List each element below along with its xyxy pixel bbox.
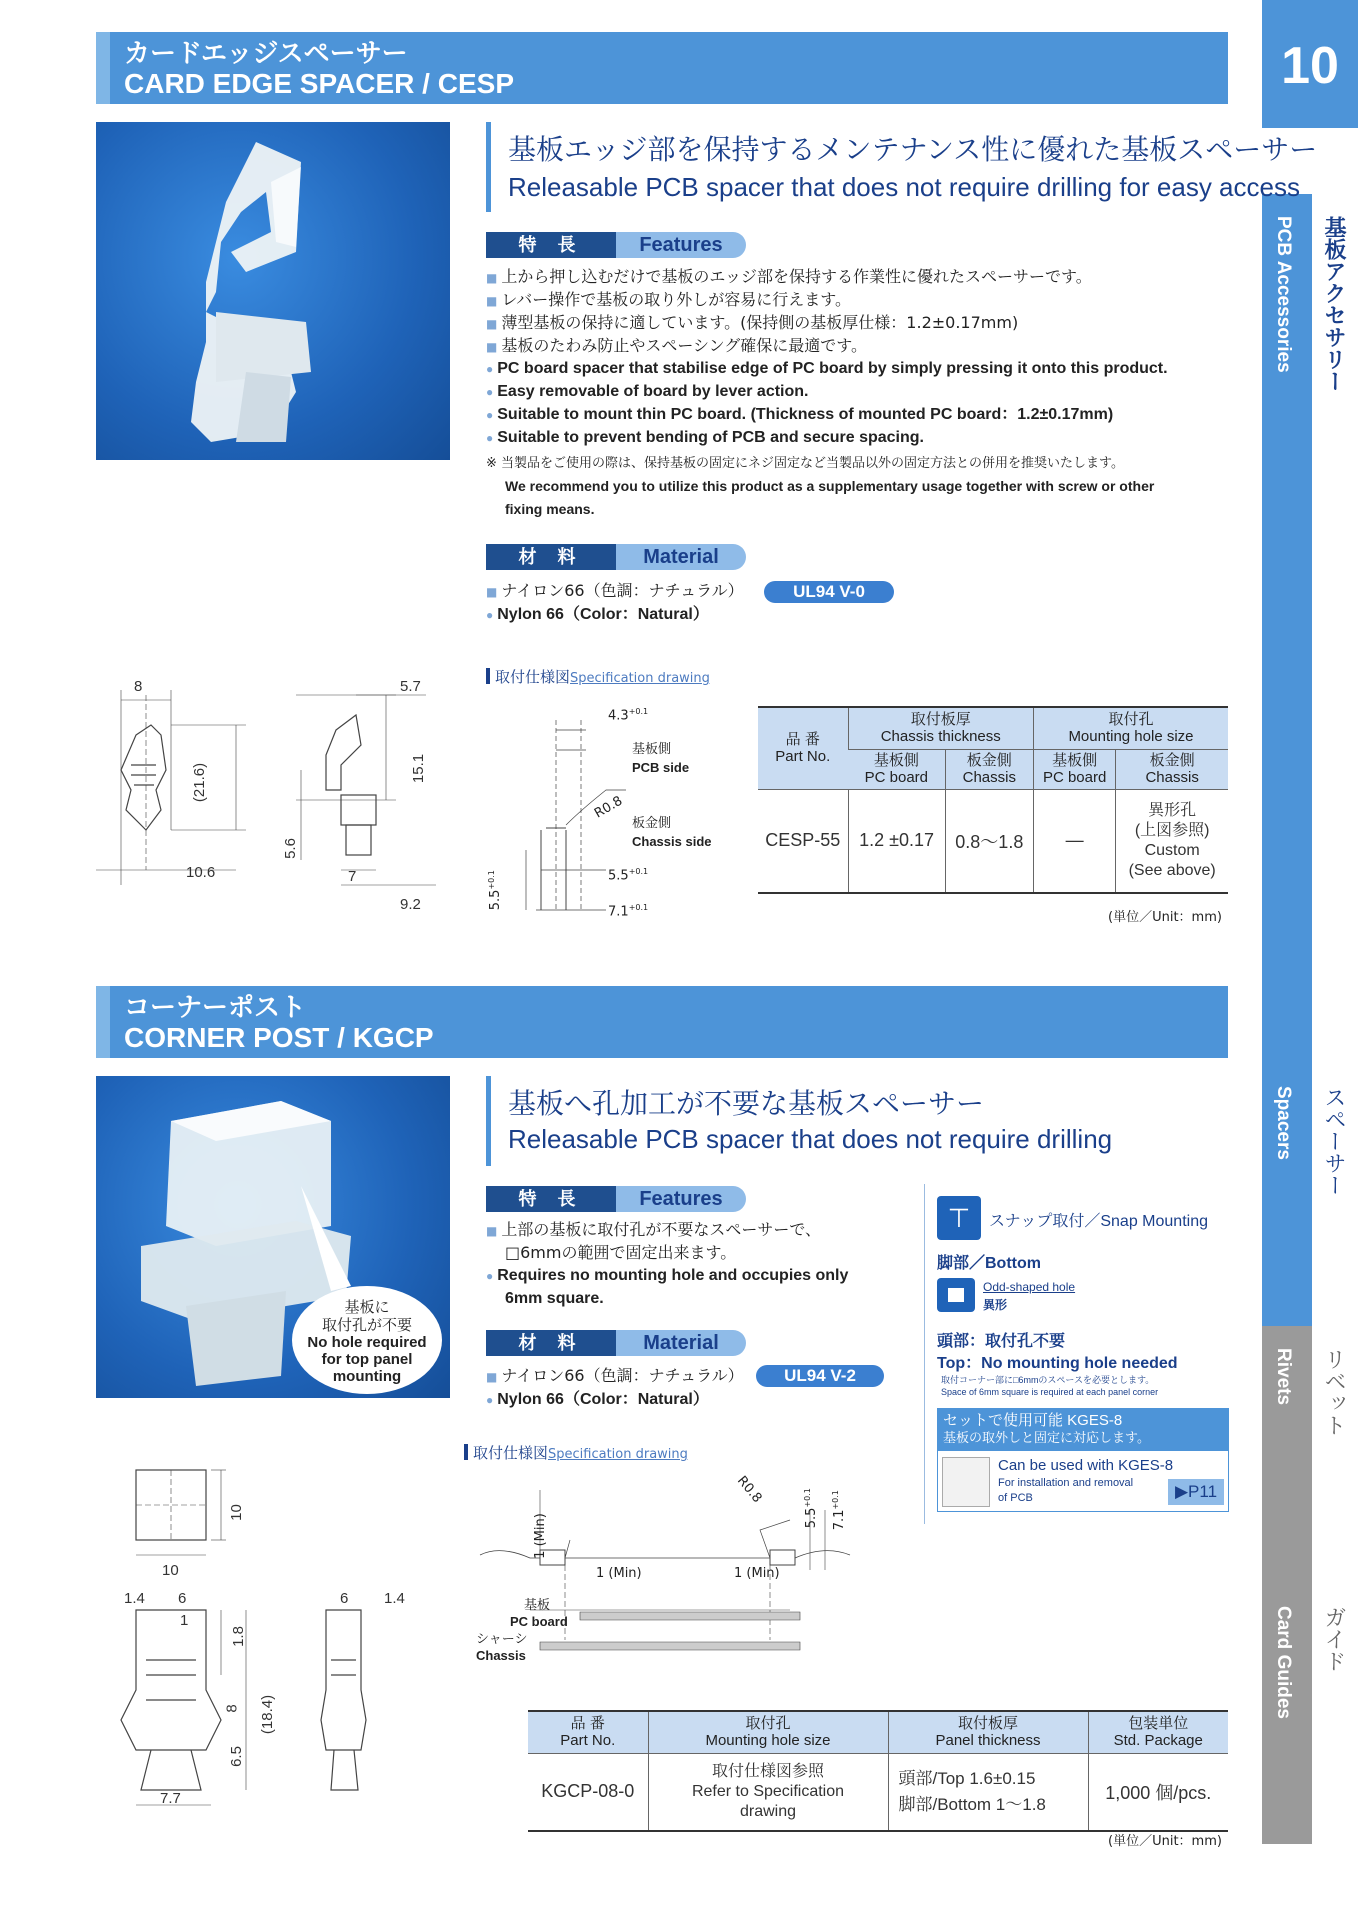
cesp-feature-en-4: ● Suitable to prevent bending of PCB and secure spacing.	[486, 427, 924, 449]
cesp-draw-5-5-vert: $5.5^{+0.1}$	[486, 870, 504, 911]
set-jp-2: 基板の取外しと固定に対応します。	[943, 1430, 1150, 1445]
cesp-feature-en-3: ● Suitable to mount thin PC board. (Thickness of mounted PC board：1.2±0.17mm)	[486, 404, 1113, 426]
kgcp-dim-1: 1	[180, 1612, 189, 1629]
side-tab-guides-jp: ガイド	[1321, 1606, 1346, 1672]
cesp-dim-5-7: 5.7	[400, 678, 421, 695]
cesp-spec-drawing-label: 取付仕様図Specification drawing	[486, 666, 710, 687]
cesp-dim-9-2: 9.2	[400, 896, 421, 913]
cesp-feature-jp-4: ■ 基板のたわみ防止やスペーシング確保に最適です。	[486, 335, 867, 358]
set-en-2: For installation and removal	[998, 1477, 1134, 1489]
cesp-draw-5-5: $5.5^{+0.1}$	[608, 867, 649, 884]
cesp-feature-jp-1: ■ 上から押し込むだけで基板のエッジ部を保持する作業性に優れたスペーサーです。	[486, 266, 1092, 289]
kgcp-draw-chassis-jp: シャーシ	[476, 1632, 528, 1647]
kgcp-draw-1min-a: 1 (Min)	[596, 1566, 642, 1581]
kges-set-detail	[937, 1450, 1229, 1512]
cesp-features-jp-label: 特 長	[486, 232, 616, 258]
side-tab-pcb-en: PCB Accessories	[1273, 216, 1294, 373]
kgcp-dim-1-8: 1.8	[229, 1626, 247, 1647]
kgcp-draw-pcb-jp: 基板	[524, 1598, 551, 1613]
kgcp-material-jp-label: 材 料	[486, 1330, 616, 1356]
cesp-feature-jp-2: ■ レバー操作で基板の取り外しが容易に行えます。	[486, 289, 851, 312]
set-en-3: of PCB	[998, 1492, 1033, 1504]
kgcp-th-package: 包装単位 Std. Package	[1088, 1711, 1228, 1753]
kgcp-dim-7-7: 7.7	[160, 1790, 181, 1807]
cesp-material-jp-label: 材 料	[486, 544, 616, 570]
snap-odd-en: Odd-shaped hole	[983, 1280, 1076, 1294]
kgcp-spec-drawing-label: 取付仕様図Specification drawing	[464, 1442, 688, 1463]
cesp-draw-4-3: $4.3^{+0.1}$	[608, 707, 649, 724]
side-tab-pcb-accessories[interactable]	[1262, 194, 1358, 1074]
set-en-1: Can be used with KGES-8	[998, 1457, 1174, 1474]
kgcp-material-en-label: Material	[616, 1330, 746, 1356]
cesp-material-label	[486, 544, 746, 570]
cesp-dim-8: 8	[134, 678, 143, 695]
kgcp-th-hole: 取付孔 Mounting hole size	[648, 1711, 888, 1753]
kges-set-banner	[937, 1408, 1229, 1450]
snap-title: スナップ取付／Snap Mounting	[989, 1213, 1208, 1230]
cesp-note-en-2: fixing means.	[505, 501, 595, 517]
cesp-feature-en-2: ● Easy removable of board by lever action.	[486, 381, 808, 403]
cesp-headline-jp: 基板エッジ部を保持するメンテナンス性に優れた基板スペーサー	[508, 133, 1318, 166]
cesp-note-jp: ※ 当製品をご使用の際は、保持基板の固定にネジ固定など当製品以外の固定方法との併用を推奨いたします。	[486, 456, 1124, 471]
cesp-chassis-thickness: 0.8～1.8	[945, 789, 1033, 893]
kgcp-unit: (単位／Unit：mm)	[1108, 1834, 1222, 1849]
cesp-material-en: ● Nylon 66（Color：Natural）	[486, 604, 709, 626]
kgcp-draw-chassis-en: Chassis	[476, 1648, 526, 1663]
snap-mount-icon: ⊤	[937, 1196, 981, 1240]
cesp-features-label	[486, 232, 746, 258]
side-tab-card-guides[interactable]	[1262, 1584, 1358, 1844]
cesp-dim-7: 7	[348, 868, 357, 885]
kgcp-th-part: 品 番 Part No.	[528, 1711, 648, 1753]
kgcp-material-jp: ■ ナイロン66（色調：ナチュラル）	[486, 1365, 744, 1388]
kgcp-callout-jp-1: 基板に	[344, 1298, 390, 1316]
kgcp-callout-en-1: No hole required	[307, 1334, 427, 1351]
kgcp-dim-6-5: 6.5	[227, 1746, 245, 1767]
cesp-headline-bar	[486, 122, 491, 212]
cesp-ul-badge: UL94 V-0	[764, 581, 894, 603]
kgcp-material-label	[486, 1330, 746, 1356]
cesp-material-en-label: Material	[616, 544, 746, 570]
cesp-th-chassis-hole: 板金側 Chassis	[1116, 749, 1228, 789]
cesp-product-photo	[96, 122, 450, 460]
side-tab-guides-en: Card Guides	[1273, 1606, 1294, 1719]
cesp-unit: (単位／Unit：mm)	[1108, 910, 1222, 925]
kgcp-headline-en: Releasable PCB spacer that does not require drilling	[508, 1124, 1113, 1154]
side-tab-spacers[interactable]	[1262, 1064, 1358, 1326]
kgcp-title-en: CORNER POST / KGCP	[124, 1022, 434, 1053]
cesp-dim-21-6: (21.6)	[191, 762, 209, 803]
cesp-dim-10-6: 10.6	[186, 864, 216, 881]
cesp-draw-pcb-en: PCB side	[632, 760, 690, 775]
kgcp-callout-en-2: for top panel	[321, 1351, 413, 1368]
kgcp-draw-5-5: $5.5^{+0.1}$	[802, 1488, 820, 1529]
kgcp-package: 1,000 個/pcs.	[1088, 1753, 1228, 1831]
kgcp-dim-10-vert: 10	[227, 1504, 245, 1521]
kgcp-material-en: ● Nylon 66（Color：Natural）	[486, 1389, 709, 1411]
side-tab-rivets[interactable]	[1262, 1326, 1358, 1584]
cesp-th-part: 品 番 Part No.	[758, 707, 848, 789]
side-tab-pcb-jp: 基板アクセサリー	[1321, 216, 1346, 392]
cesp-draw-chassis-jp: 板金側	[632, 816, 672, 831]
cesp-headline-en: Releasable PCB spacer that does not require drilling for easy access	[508, 172, 1300, 202]
kgcp-features-en-label: Features	[616, 1186, 746, 1212]
snap-odd-jp: 異形	[983, 1298, 1008, 1312]
odd-hole-icon	[937, 1278, 975, 1312]
snap-bottom: 脚部／Bottom	[937, 1255, 1041, 1272]
kgcp-feature-jp-1: ■ 上部の基板に取付孔が不要なスペーサーで、	[486, 1219, 821, 1242]
kgcp-th-thickness: 取付板厚 Panel thickness	[888, 1711, 1088, 1753]
table-row	[758, 789, 1228, 893]
kgcp-dim-1-4-a: 1.4	[124, 1590, 145, 1607]
kgcp-headline-jp: 基板へ孔加工が不要な基板スペーサー	[508, 1087, 985, 1120]
kgcp-ul-badge: UL94 V-2	[756, 1365, 884, 1387]
kgcp-draw-1min-vert: 1 (Min)	[532, 1513, 548, 1559]
kgcp-dim-6-a: 6	[178, 1590, 187, 1607]
kgcp-callout	[292, 1286, 442, 1394]
page-number-tab: 10	[1262, 0, 1358, 128]
cesp-pcb-hole: —	[1033, 789, 1115, 893]
kgcp-product-photo	[96, 1076, 450, 1398]
kgcp-draw-1min-b: 1 (Min)	[734, 1566, 780, 1581]
kgcp-callout-jp-2: 取付孔が不要	[321, 1316, 412, 1334]
kgcp-draw-r08: R0.8	[733, 1473, 765, 1506]
cesp-th-hole: 取付孔 Mounting hole size	[1033, 707, 1228, 749]
cesp-material-jp: ■ ナイロン66（色調：ナチュラル）	[486, 580, 744, 603]
kgcp-feature-jp-2: □6mmの範囲で固定出来ます。	[505, 1243, 737, 1262]
kgcp-thickness: 頭部/Top 1.6±0.15 脚部/Bottom 1～1.8	[888, 1753, 1088, 1831]
cesp-pcb-thickness: 1.2 ±0.17	[848, 789, 945, 893]
cesp-features-en-label: Features	[616, 232, 746, 258]
cesp-draw-7-1: $7.1^{+0.1}$	[608, 903, 649, 920]
kgcp-headline-bar	[486, 1076, 491, 1166]
kgcp-draw-pcb-en: PC board	[510, 1614, 568, 1629]
cesp-title-jp: カードエッジスペーサー	[124, 38, 408, 68]
cesp-part: CESP-55	[765, 830, 841, 851]
cesp-draw-r08: R0.8	[591, 793, 626, 822]
cesp-dim-5-6: 5.6	[281, 838, 299, 859]
cesp-note-en-1: We recommend you to utilize this product as a supplementary usage together with screw or other	[505, 478, 1155, 494]
kgcp-snap-info	[924, 1184, 1230, 1524]
kgcp-dim-8: 8	[223, 1704, 241, 1713]
cesp-th-pcb-hole: 基板側 PC board	[1033, 749, 1115, 789]
cesp-dimension-drawing	[96, 670, 476, 930]
cesp-feature-jp-3: ■ 薄型基板の保持に適しています。(保持側の基板厚仕様：1.2±0.17mm)	[486, 312, 1018, 335]
side-tab-spacers-en: Spacers	[1273, 1086, 1294, 1160]
kgcp-feature-en-2: 6mm square.	[505, 1290, 604, 1307]
cesp-draw-chassis-en: Chassis side	[632, 834, 712, 849]
cesp-section-header	[96, 32, 1228, 104]
snap-top-en: Top：No mounting hole needed	[937, 1355, 1178, 1372]
cesp-spec-table	[758, 706, 1228, 894]
kgcp-dim-6-b: 6	[340, 1590, 349, 1607]
kgcp-dim-10-horiz: 10	[162, 1562, 179, 1579]
kgcp-dim-18-4: (18.4)	[259, 1694, 277, 1735]
kgcp-spec-table	[528, 1710, 1228, 1832]
cesp-dim-15-1: 15.1	[410, 753, 428, 784]
cesp-feature-en-1: ● PC board spacer that stabilise edge of PC board by simply pressing it onto this product.	[486, 358, 1168, 380]
kgcp-title-jp: コーナーポスト	[124, 992, 307, 1022]
kgcp-dim-1-4-b: 1.4	[384, 1590, 405, 1607]
kgcp-dimension-drawing	[96, 1460, 436, 1820]
cesp-th-pcb: 基板側 PC board	[848, 749, 945, 789]
cesp-th-thickness: 取付板厚 Chassis thickness	[848, 707, 1033, 749]
cesp-draw-pcb-jp: 基板側	[632, 742, 672, 757]
kgcp-features-jp-label: 特 長	[486, 1186, 616, 1212]
side-tab-rivets-jp: リベット	[1321, 1348, 1346, 1436]
snap-top-jp: 頭部：取付孔不要	[937, 1333, 1066, 1350]
cesp-chassis-hole: 異形孔 (上図参照) Custom (See above)	[1116, 789, 1228, 893]
kgcp-part: KGCP-08-0	[541, 1781, 635, 1802]
kgcp-features-label	[486, 1186, 746, 1212]
side-tab-rivets-en: Rivets	[1273, 1348, 1294, 1406]
kgcp-callout-en-3: mounting	[332, 1368, 402, 1385]
page-ref-link[interactable]: ▶P11	[1168, 1479, 1224, 1505]
kgcp-section-header	[96, 986, 1228, 1058]
kgcp-draw-7-1: $7.1^{+0.1}$	[830, 1490, 848, 1531]
kgcp-hole: 取付仕様図参照 Refer to Specification drawing	[648, 1753, 888, 1831]
kges-thumb	[942, 1457, 990, 1507]
kgcp-feature-en-1: ● Requires no mounting hole and occupies only	[486, 1265, 848, 1287]
side-tab-spacers-jp: スペーサー	[1321, 1086, 1346, 1196]
table-row	[528, 1753, 1228, 1831]
cesp-title-en: CARD EDGE SPACER / CESP	[124, 68, 514, 99]
snap-note: 取付コーナー部に□6mmのスペースを必要とします。 Space of 6mm square is required at each panel corner	[941, 1375, 1159, 1397]
cesp-th-chassis: 板金側 Chassis	[945, 749, 1033, 789]
set-jp-1: セットで使用可能 KGES-8	[943, 1412, 1123, 1429]
